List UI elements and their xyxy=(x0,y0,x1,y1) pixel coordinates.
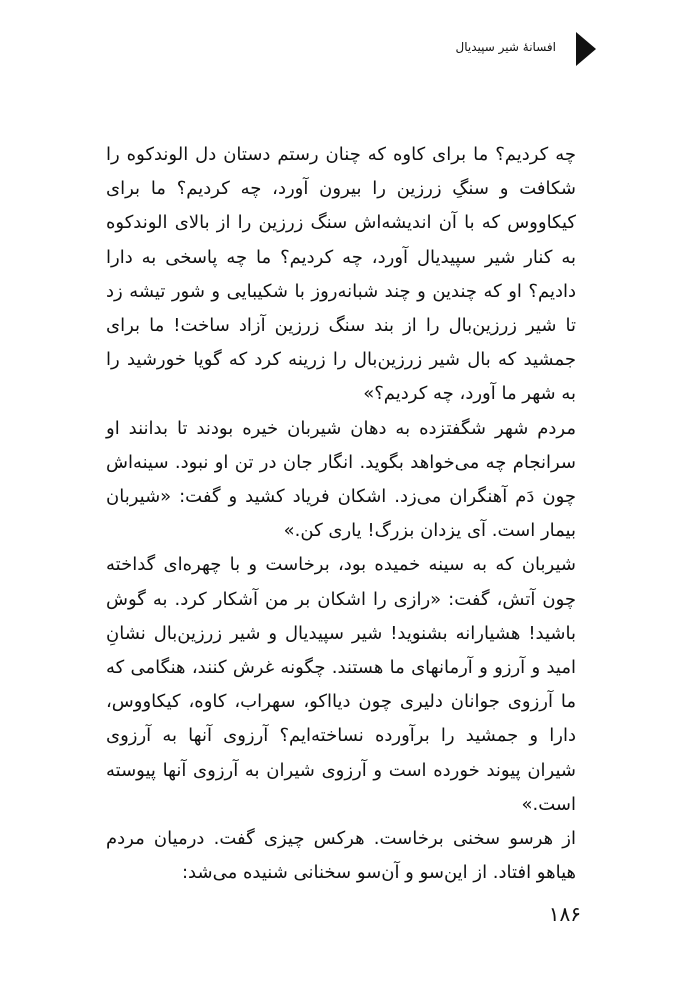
running-header-title: افسانهٔ شیر سپیدیال xyxy=(455,40,556,54)
page-number: ۱۸۶ xyxy=(548,902,581,926)
paragraph-4: از هرسو سخنی برخاست. هرکس چیزی گفت. درمیان مردم هیاهو افتاد. از این‌سو و آن‌سو سخنانی شنیده می‌شد: xyxy=(106,828,576,884)
running-header xyxy=(420,32,596,72)
paragraph-1: چه کردیم؟ ما برای کاوه که چنان رستم دستان دل الوندکوه را شکافت و سنگِ زرزین را بیرون آورد، چه کردیم؟ ما برای کیکاووس که با آن اندیشه‌اش سنگ زرزین را از بالای الوندکوه به کنار شیر سپیدیال آورد، چه کردیم؟ ما چه پاسخی به دارا دادیم؟ او که چندین و چند شبانه‌روز با شکیبایی و شور تیشه زد تا شیر زرزین‌بال را از بند سنگ زرزین آزاد ساخت! ما برای جمشید که بال شیر زرزین‌بال را زرینه کرد که گویا خورشید را به شهر ما آورد، چه کردیم؟» xyxy=(106,144,576,405)
paragraph-3: شیربان که به سینه خمیده بود، برخاست و با چهره‌ای گداخته چون آتش، گفت: «رازی را اشکان بر من آشکار کرد. به گوش باشید! هشیارانه بشنوید! شیر سپیدیال و شیر زرزین‌بال نشانِ امید و آرزو و آرمانهای ما هستند. چگونه غرش کنند، هنگامی که ما آرزوی جوانان دلیری چون دیااکو، سهراب، کاوه، کیکاووس، دارا و جمشید را برآورده نساخته‌ایم؟ آرزوی آنها به آرزوی شیران پیوند خورده است و آرزوی شیران به آرزوی آنها پیوسته است.» xyxy=(106,554,576,815)
page-body xyxy=(106,138,576,890)
triangle-marker-icon xyxy=(576,32,596,66)
paragraph-2: مردم شهر شگفتزده به دهان شیربان خیره بودند تا بدانند او سرانجام چه می‌خواهد بگوید. انگار جان در تن او نبود. سینه‌اش چون دَم آهنگران می‌زد. اشکان فریاد کشید و گفت: «شیربان بیمار است. آی یزدان بزرگ! یاری کن.» xyxy=(106,417,576,542)
